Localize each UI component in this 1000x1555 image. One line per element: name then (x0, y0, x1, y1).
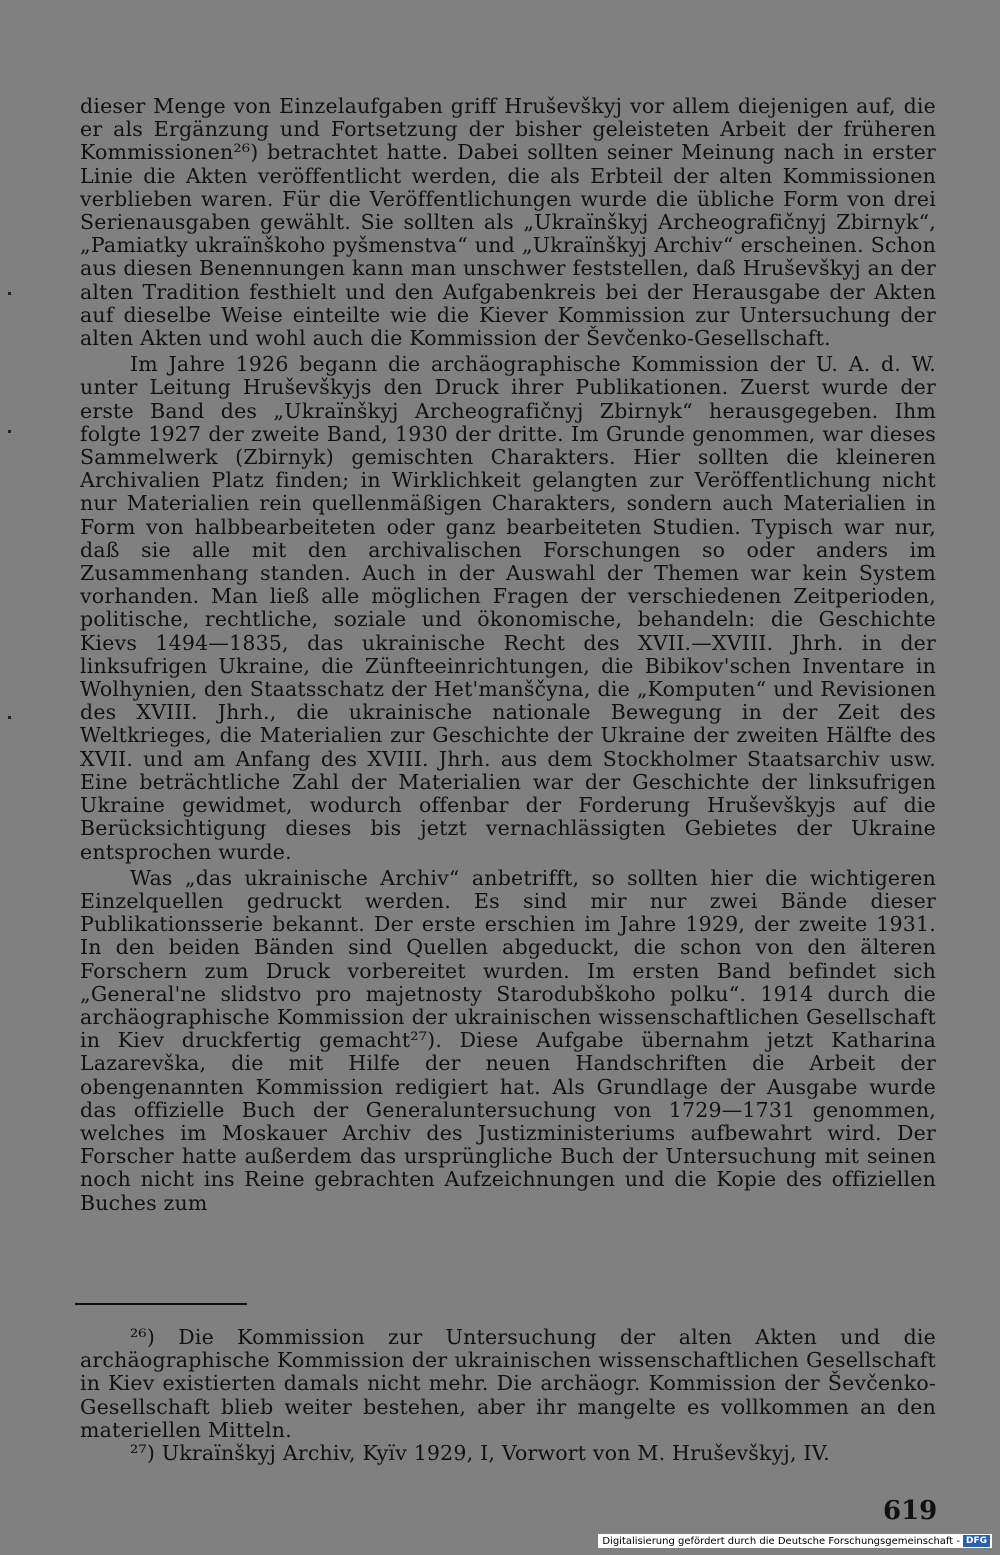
paragraph-3: Was „das ukrainische Archiv“ anbetrifft, so sollten hier die wichtigeren Einzelquellen gedruckt werden. Es sind mir nur zwei Bände dieser Publikationsserie bekannt. Der erste erschien im Jahre 1929, der zweite 1931. In den beiden Bänden sind Quellen abgeduckt, die schon von den älteren Forschern zum Druck vorbereitet wurden. Im ersten Band befindet sich „General'ne slidstvo pro majetnosty Starodubškoho polku“. 1914 durch die archäographische Kommission der ukrainischen wissenschaftlichen Gesellschaft in Kiev druckfertig gemacht²⁷). Diese Aufgabe übernahm jetzt Katharina Lazarevška, die mit Hilfe der neuen Handschriften die Arbeit der obengenannten Kommission redigiert hat. Als Grundlage der Ausgabe wurde das offizielle Buch der Generaluntersuchung von 1729—1731 genommen, welches im Moskauer Archiv des Justizministeriums aufbewahrt wird. Der Forscher hatte außerdem das ursprüngliche Buch der Untersuchung mit seinen noch nicht ins Reine gebrachten Aufzeichnungen und die Kopie des offiziellen Buches zum (80, 865, 936, 1215)
scan-speck (8, 430, 11, 433)
scan-speck (8, 292, 11, 295)
footnote-divider (75, 1303, 247, 1305)
main-text (80, 95, 936, 1215)
scan-speck (8, 716, 11, 719)
digitization-credit (598, 1534, 992, 1548)
footnote-27: ²⁷) Ukraïnškyj Archiv, Kyïv 1929, I, Vorwort von M. Hruševškyj, IV. (130, 1441, 830, 1466)
paragraph-2: Im Jahre 1926 begann die archäographische Kommission der U. A. d. W. unter Leitung Hruševškyjs den Druck ihrer Publikationen. Zuerst wurde der erste Band des „Ukraïnškyj Archeografičnyj Zbirnyk“ herausgegeben. Ihm folgte 1927 der zweite Band, 1930 der dritte. Im Grunde genommen, war dieses Sammelwerk (Zbirnyk) gemischten Charakters. Hier sollten die kleineren Archivalien Platz finden; in Wirklichkeit gelangten zur Veröffentlichung nicht nur Materialien rein quellenmäßigen Charakters, sondern auch Materialien in Form von halbbearbeiteten oder ganz bearbeiteten Studien. Typisch war nur, daß sie alle mit den archivalischen Forschungen so oder anders im Zusammenhang standen. Auch in der Auswahl der Themen war kein System vorhanden. Man ließ alle möglichen Fragen der verschiedenen Zeitperioden, politische, rechtliche, soziale und ökonomische, behandeln: die Geschichte Kievs 1494—1835, das ukrainische Recht des XVII.—XVIII. Jhrh. in der linksufrigen Ukraine, die Zünfteeinrichtungen, die Bibikov'schen Inventare in Wolhynien, den Staatsschatz der Het'manščyna, die „Komputen“ und Revisionen des XVIII. Jhrh., die ukrainische nationale Bewegung in der Zeit des Weltkrieges, die Materialien zur Geschichte der Ukraine der zweiten Hälfte des XVII. und am Anfang des XVIII. Jhrh. aus dem Stockholmer Staatsarchiv usw. Eine beträchtliche Zahl der Materialien war der Geschichte der linksufrigen Ukraine gewidmet, wodurch offenbar der Forderung Hruševškyjs auf die Berücksichtigung dieses bis jetzt vernachlässigten Gebietes der Ukraine entsprochen wurde. (80, 352, 936, 864)
paragraph-1: dieser Menge von Einzelaufgaben griff Hruševškyj vor allem diejenigen auf, die er als Ergänzung und Fortsetzung der bisher geleisteten Arbeit der früheren Kommissionen²⁶) betrachtet hatte. Dabei sollten seiner Meinung nach in erster Linie die Akten veröffentlicht werden, die als Erbteil der alten Kommissionen verblieben waren. Für die Veröffentlichungen wurde die übliche Form von drei Serienausgaben gewählt. Sie sollten als „Ukraïnškyj Archeografičnyj Zbirnyk“, „Pamiatky ukraïnškoho pyšmenstva“ und „Ukraïnškyj Archiv“ erscheinen. Schon aus diesen Benennungen kann man unschwer feststellen, daß Hruševškyj an der alten Tradition festhielt und den Aufgabenkreis bei der Herausgabe der Akten auf dieselbe Weise einteilte wie die Kiever Kommission zur Untersuchung der alten Akten und wohl auch die Kommission der Ševčenko-Gesellschaft. (80, 94, 936, 351)
page-number: 619 (883, 1496, 938, 1526)
dfg-logo-icon: DFG (963, 1535, 990, 1547)
footnotes (80, 1326, 936, 1465)
footnote-26: ²⁶) Die Kommission zur Untersuchung der alten Akten und die archäographische Kommission der ukrainischen wissenschaftlichen Gesellschaft in Kiev existierten damals nicht mehr. Die archäogr. Kommission der Ševčenko-Gesellschaft blieb weiter bestehen, aber ihr mangelte es vollkommen an den materiellen Mitteln. (80, 1325, 936, 1442)
credit-text: Digitalisierung gefördert durch die Deutsche Forschungsgemeinschaft - (602, 1535, 960, 1547)
